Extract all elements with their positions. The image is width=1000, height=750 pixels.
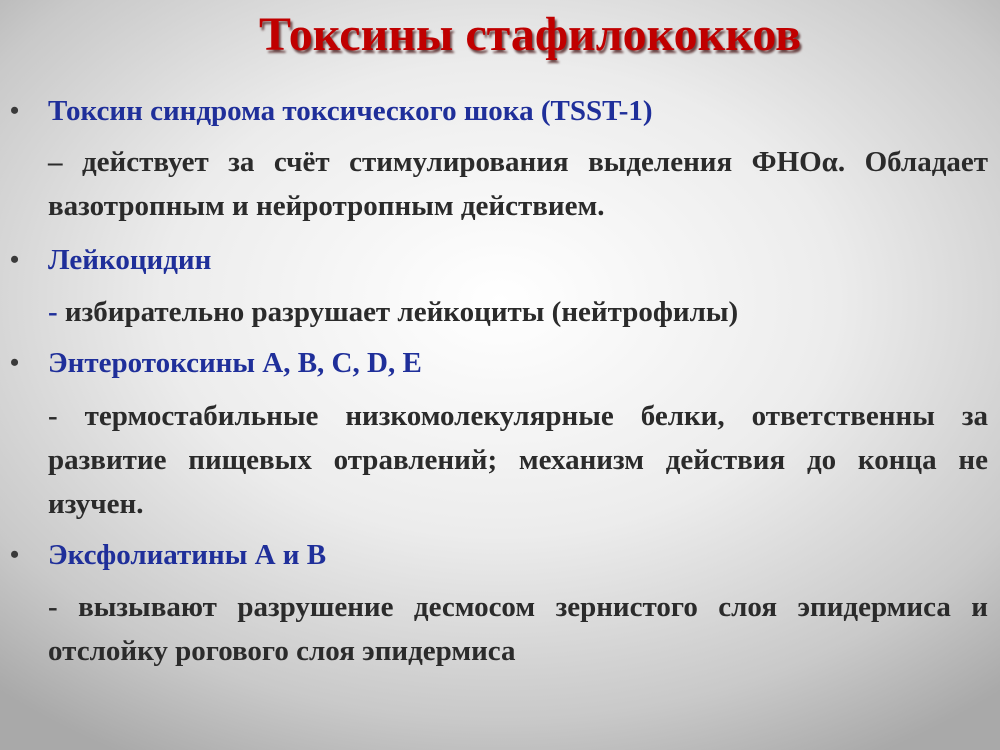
bullet-icon: •: [10, 245, 20, 274]
description-text: избирательно разрушает лейкоциты (нейтрофилы): [64, 296, 739, 328]
description-dash: -: [48, 296, 58, 328]
bullet-heading-enterotoxins: Энтеротоксины А, В, С, D, Е: [48, 347, 422, 379]
bullet-icon: •: [10, 348, 20, 377]
bullet-heading-leukocidin: Лейкоцидин: [48, 244, 212, 276]
bullet-description-exfoliatins: - вызывают разрушение десмосом зернистого слоя эпидермиса и отслойку рогового слоя эпидермиса: [48, 591, 988, 667]
bullet-description-enterotoxins: - термостабильные низкомолекулярные белки, ответственны за развитие пищевых отравлений; механизм действия до конца не изучен.: [48, 400, 988, 520]
bullet-description-leukocidin: [48, 290, 988, 334]
bullet-heading-exfoliatins: Эксфолиатины А и В: [48, 539, 327, 571]
bullet-heading-tsst: Токсин синдрома токсического шока (TSST-1): [48, 95, 653, 127]
bullet-description-tsst: – действует за счёт стимулирования выделения ФНОα. Обладает вазотропным и нейротропным действием.: [48, 146, 988, 222]
bullet-icon: •: [10, 540, 20, 569]
bullet-icon: •: [10, 96, 20, 125]
slide-title: Токсины стафилококков: [258, 8, 802, 61]
